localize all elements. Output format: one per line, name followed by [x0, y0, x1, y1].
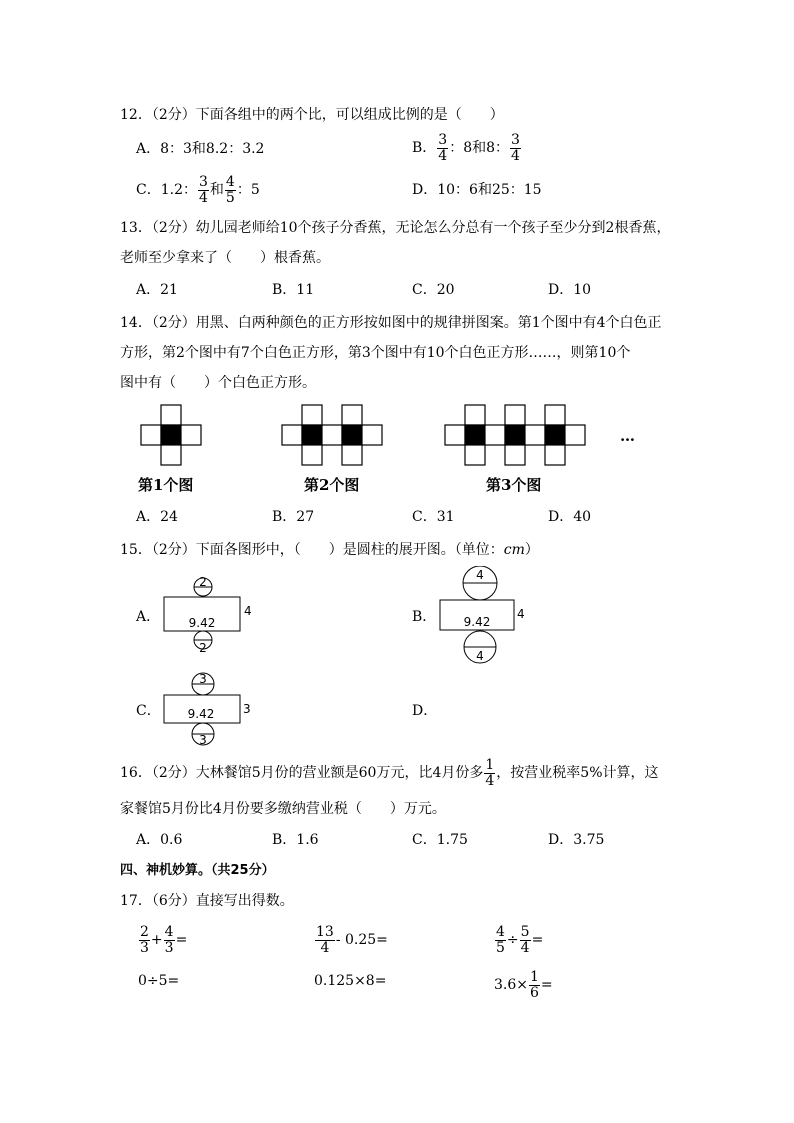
section-4-heading: 四、神机妙算。（共25分） — [120, 863, 275, 878]
q13-option-d: D．10 — [548, 282, 592, 298]
q17-expr-5: 0.125×8= — [314, 973, 387, 989]
q14-line1: 14．（2分）用黑、白两种颜色的正方形按如图中的规律拼图案。第1个图中有4个白色正 — [120, 315, 662, 331]
svg-text:4: 4 — [476, 649, 484, 663]
q13-option-c: C．20 — [412, 282, 455, 298]
q14-option-d: D．40 — [548, 509, 592, 525]
q17-stem: 17．（6分）直接写出得数。 — [120, 893, 294, 909]
q15-option-d-label: D． — [412, 703, 438, 719]
q17-expr-6: 3.6× $\frac{1}{6}$ = — [494, 968, 553, 1001]
q14-option-c: C．31 — [412, 509, 455, 525]
q15-figure-b — [434, 566, 534, 664]
q15-figure-c — [158, 672, 258, 748]
q16-option-d: D．3.75 — [548, 832, 605, 848]
q15-option-a-label: A． — [136, 609, 161, 625]
q17-expr-4: 0÷5= — [138, 973, 180, 989]
pattern-2 — [282, 405, 382, 465]
q17-expr-3: $\frac{4}{5}$ ÷ $\frac{5}{4}$ = — [496, 923, 544, 956]
q15-stem: 15．（2分）下面各图形中，（ ）是圆柱的展开图。（单位：cm） — [120, 542, 539, 558]
svg-text:4: 4 — [517, 607, 525, 621]
q12-option-d: D．10：6和25：15 — [412, 182, 542, 198]
svg-text:3: 3 — [243, 702, 251, 716]
q14-pattern-figure — [130, 400, 650, 500]
svg-text:4: 4 — [476, 568, 484, 582]
svg-text:3: 3 — [199, 672, 207, 686]
q12-option-b: B． $\frac{3}{4}$ ：8和8： $\frac{3}{4}$ — [412, 131, 520, 164]
q13-option-a: A．21 — [136, 282, 178, 298]
svg-text:2: 2 — [199, 575, 207, 589]
q16-option-b: B．1.6 — [272, 832, 319, 848]
q17-expr-2: $\frac{13}{4}$ - 0.25= — [316, 923, 388, 956]
fig1-label: 第1个图 — [138, 476, 194, 494]
svg-text:3: 3 — [199, 733, 207, 747]
svg-text:4: 4 — [244, 604, 252, 618]
q16-line1: 16．（2分）大林餐馆5月份的营业额是60万元，比4月份多 $\frac{1}{4}$ ，按营业税率5%计算，这 — [120, 756, 659, 789]
q15-option-b-label: B． — [412, 609, 437, 625]
svg-text:9.42: 9.42 — [463, 615, 491, 629]
q14-option-a: A．24 — [136, 509, 178, 525]
pattern-ellipsis: … — [620, 427, 635, 445]
q13-option-b: B．11 — [272, 282, 315, 298]
q13-line2: 老师至少拿来了（ ）根香蕉。 — [120, 250, 330, 266]
q16-option-c: C．1.75 — [412, 832, 468, 848]
q13-line1: 13．（2分）幼儿园老师给10个孩子分香蕉，无论怎么分总有一个孩子至少分到2根香蕉， — [120, 220, 671, 236]
svg-text:9.42: 9.42 — [188, 616, 216, 630]
q14-line2: 方形，第2个图中有7个白色正方形，第3个图中有10个白色正方形……，则第10个 — [120, 345, 631, 361]
fig3-label: 第3个图 — [486, 476, 542, 494]
q15-figure-a — [158, 575, 258, 655]
q12-stem: 12．（2分）下面各组中的两个比，可以组成比例的是（ ） — [120, 107, 504, 123]
fig2-label: 第2个图 — [304, 476, 360, 494]
q12-option-a: A．8：3和8.2：3.2 — [136, 141, 265, 157]
q16-option-a: A．0.6 — [136, 832, 183, 848]
q12-option-c: C．1.2： $\frac{3}{4}$ 和 $\frac{4}{5}$ ：5 — [136, 173, 260, 206]
svg-text:9.42: 9.42 — [187, 707, 215, 721]
pattern-1 — [141, 405, 201, 465]
q14-option-b: B．27 — [272, 509, 315, 525]
q17-expr-1: $\frac{2}{3}$ + $\frac{4}{3}$ = — [140, 923, 188, 956]
pattern-3 — [445, 405, 585, 465]
q14-line3: 图中有（ ）个白色正方形。 — [120, 375, 316, 391]
q15-option-c-label: C． — [136, 703, 161, 719]
svg-text:2: 2 — [199, 641, 207, 655]
q16-line2: 家餐馆5月份比4月份要多缴纳营业税（ ）万元。 — [120, 801, 446, 817]
